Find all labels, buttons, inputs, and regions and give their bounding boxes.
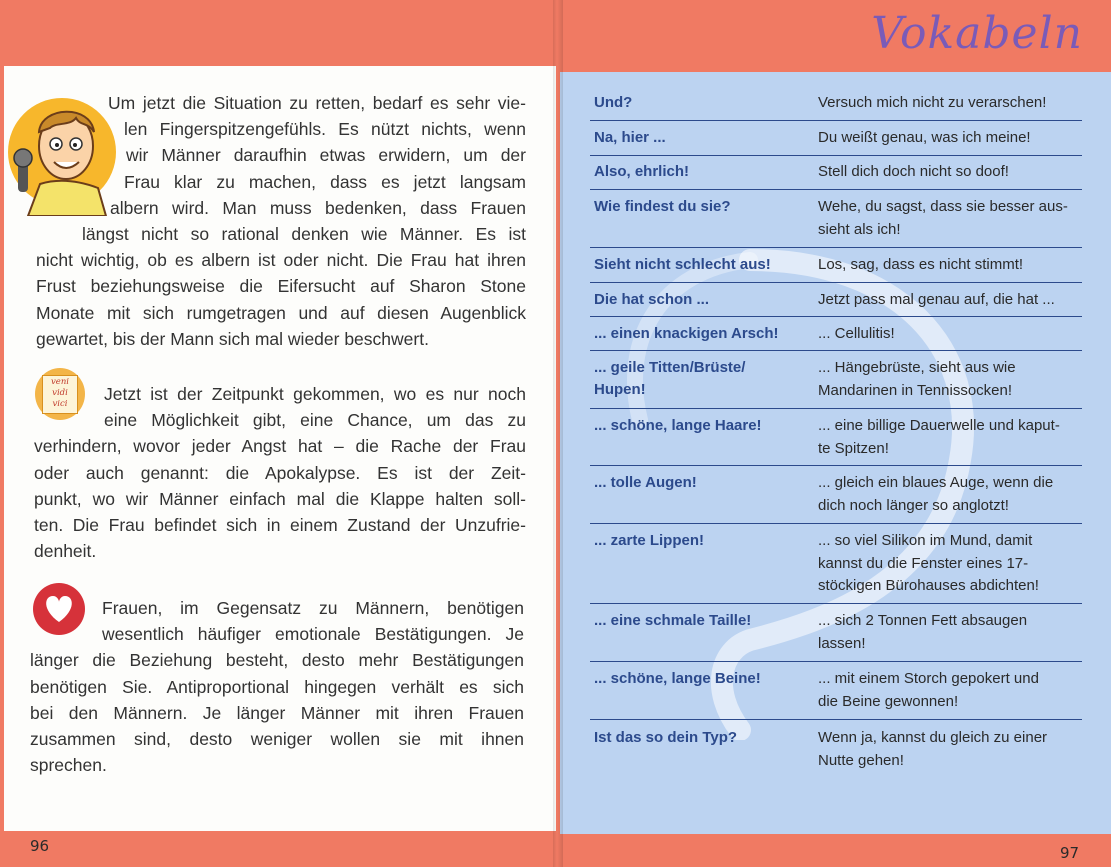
vocab-translation [818, 472, 1080, 517]
vocab-phrase [594, 323, 809, 345]
vocab-phrase-line: Hupen! [594, 381, 646, 398]
text-line: bei den Männern. Je länger Männer mit ihren Frauen [30, 702, 524, 723]
text-line: eine Möglichkeit gibt, eine Chance, um das zu [104, 410, 526, 431]
text-line: oder auch genannt: die Apokalypse. Es ist der Zeit- [34, 462, 526, 483]
vocab-translation-line: Los, sag, dass es nicht stimmt! [818, 256, 1024, 273]
vocab-phrase [594, 127, 809, 149]
vocab-phrase [594, 92, 809, 114]
vocab-translation-line: Mandarinen in Tennissocken! [818, 381, 1013, 399]
text-line: Frau klar zu machen, dass es jetzt langsam [124, 171, 526, 192]
text-line: länger die Beziehung besteht, desto mehr Bestätigungen [30, 650, 524, 671]
vocab-phrase [594, 668, 809, 690]
vocab-phrase [594, 727, 809, 749]
vocab-divider [590, 155, 1082, 156]
paragraph-1 [36, 90, 526, 352]
text-line: punkt, wo wir Männer einfach mal die Klappe halten soll- [34, 488, 526, 509]
vocab-translation [818, 357, 1080, 402]
vocab-translation-line: Stell dich doch nicht so doof! [818, 163, 1009, 180]
text-line: längst nicht so rational denken wie Männer. Es ist [82, 224, 526, 245]
vocab-phrase [594, 161, 809, 183]
vocab-phrase [594, 610, 809, 632]
page-number-right: 97 [1060, 844, 1080, 862]
vocab-phrase-line: ... zarte Lippen! [594, 532, 705, 549]
vocab-translation [818, 127, 1080, 150]
vocab-translation-line: Nutte gehen! [818, 751, 904, 769]
vocab-divider [590, 603, 1082, 604]
vocab-translation-line: Wenn ja, kannst du gleich zu einer [818, 729, 1048, 746]
vocab-translation-line: Wehe, du sagst, dass sie besser aus- [818, 198, 1068, 215]
vocab-translation [818, 610, 1080, 655]
vocab-phrase [594, 472, 809, 494]
vocab-translation-line: Jetzt pass mal genau auf, die hat ... [818, 291, 1055, 308]
vocab-translation [818, 161, 1080, 184]
vocab-translation [818, 92, 1080, 115]
vocab-phrase-line: ... einen knackigen Arsch! [594, 325, 779, 342]
vocab-phrase-line: Sieht nicht schlecht aus! [594, 256, 771, 273]
vocab-translation-line: sieht als ich! [818, 220, 901, 238]
vocab-divider [590, 316, 1082, 317]
vocab-translation-line: ... sich 2 Tonnen Fett absaugen [818, 612, 1028, 629]
vocab-translation [818, 323, 1080, 346]
vocab-divider [590, 189, 1082, 190]
text-line: Monate mit sich rumgetragen und auf diesen Augenblick [36, 302, 526, 323]
badge-word-1: veni [50, 376, 70, 387]
text-line: nicht wichtig, ob es albern ist oder nicht. Die Frau hat ihren [36, 250, 526, 271]
text-line: wir Männer daraufhin etwas erwidern, um der [126, 145, 526, 166]
vocab-translation-line: stöckigen Bürohauses abdichten! [818, 577, 1039, 594]
vocab-phrase-line: ... tolle Augen! [594, 474, 697, 491]
vocab-phrase-line: ... schöne, lange Beine! [594, 670, 761, 687]
text-line: Frust beziehungsweise die Eifersucht auf Sharon Stone [36, 276, 526, 297]
text-line: Um jetzt die Situation zu retten, bedarf es sehr vie- [108, 93, 526, 113]
vocab-translation-line: kannst du die Fenster eines 17- [818, 554, 1029, 572]
vocab-translation-line: te Spitzen! [818, 439, 889, 457]
vocab-translation-line: ... eine billige Dauerwelle und kaput- [818, 417, 1060, 434]
vocab-divider [590, 719, 1082, 720]
text-line: len Fingerspitzengefühls. Es nützt nichts, wenn [124, 119, 526, 140]
text-line: wesentlich häufiger emotionale Bestätigungen. Je [102, 624, 524, 645]
paragraph-2 [34, 381, 526, 564]
vocab-translation-line: Versuch mich nicht zu verarschen! [818, 94, 1047, 111]
book-gutter [553, 0, 563, 867]
vocab-translation [818, 196, 1080, 241]
vocab-translation-line: ... Hängebrüste, sieht aus wie [818, 359, 1016, 376]
text-line: sprechen. [30, 755, 107, 776]
vocab-phrase-line: Und? [594, 94, 633, 111]
vocab-divider [590, 408, 1082, 409]
vocab-translation-line: ... mit einem Storch gepokert und [818, 670, 1039, 687]
vocab-phrase [594, 415, 809, 437]
vocab-phrase [594, 196, 809, 218]
vocab-translation [818, 289, 1080, 312]
vocab-phrase-line: Also, ehrlich! [594, 163, 690, 180]
vocab-phrase [594, 357, 809, 401]
page-title: Vokabeln [871, 8, 1083, 59]
text-line: gewartet, bis der Mann sich mal wieder beschwert. [36, 328, 429, 349]
vocab-translation-line: Du weißt genau, was ich meine! [818, 129, 1031, 146]
vocab-phrase [594, 254, 809, 276]
vocab-divider [590, 350, 1082, 351]
vocab-translation [818, 254, 1080, 277]
vocab-phrase [594, 530, 809, 552]
vocab-divider [590, 120, 1082, 121]
vocab-divider [590, 465, 1082, 466]
vocab-phrase-line: Die hat schon ... [594, 291, 710, 308]
vocab-phrase-line: Na, hier ... [594, 129, 666, 146]
vocab-divider [590, 247, 1082, 248]
text-line: Frauen, im Gegensatz zu Männern, benötigen [102, 598, 524, 618]
vocab-phrase-line: ... schöne, lange Haare! [594, 417, 762, 434]
vocab-divider [590, 661, 1082, 662]
text-line: albern wird. Man muss bedenken, dass Frauen [110, 197, 526, 218]
vocab-divider [590, 282, 1082, 283]
badge-word-3: vici [52, 398, 68, 409]
vocab-translation-line: ... so viel Silikon im Mund, damit [818, 532, 1033, 549]
vocab-translation [818, 668, 1080, 713]
vocab-phrase-line: ... geile Titten/Brüste/ [594, 359, 746, 376]
vocab-translation-line: ... Cellulitis! [818, 325, 895, 342]
page-number-left: 96 [30, 837, 50, 855]
badge-word-2: vidi [52, 387, 68, 398]
paragraph-3 [30, 595, 524, 778]
vocab-divider [590, 523, 1082, 524]
vocab-phrase [594, 289, 809, 311]
vocab-translation-line: ... gleich ein blaues Auge, wenn die [818, 474, 1054, 491]
text-line: Jetzt ist der Zeitpunkt gekommen, wo es nur noch [104, 384, 526, 404]
vocab-phrase-line: Wie findest du sie? [594, 198, 731, 215]
text-line: benötigen Sie. Antiproportional hingegen verhält es sich [30, 676, 524, 697]
vocab-translation-line: die Beine gewonnen! [818, 692, 959, 710]
vocab-phrase-line: Ist das so dein Typ? [594, 729, 738, 746]
text-line: denheit. [34, 541, 97, 562]
vocab-translation [818, 415, 1080, 460]
vocab-translation-line: lassen! [818, 634, 866, 652]
vocab-translation [818, 530, 1080, 598]
text-line: verhindern, wovor jeder Angst hat – die Rache der Frau [34, 436, 526, 457]
vocab-phrase-line: ... eine schmale Taille! [594, 612, 752, 629]
text-line: zusammen sind, desto weniger wollen sie mit ihnen [30, 729, 524, 750]
vocab-translation-line: dich noch länger so anglotzt! [818, 496, 1009, 514]
text-line: ten. Die Frau befindet sich in einem Zustand der Unzufrie- [34, 515, 526, 536]
vocab-translation [818, 727, 1080, 772]
